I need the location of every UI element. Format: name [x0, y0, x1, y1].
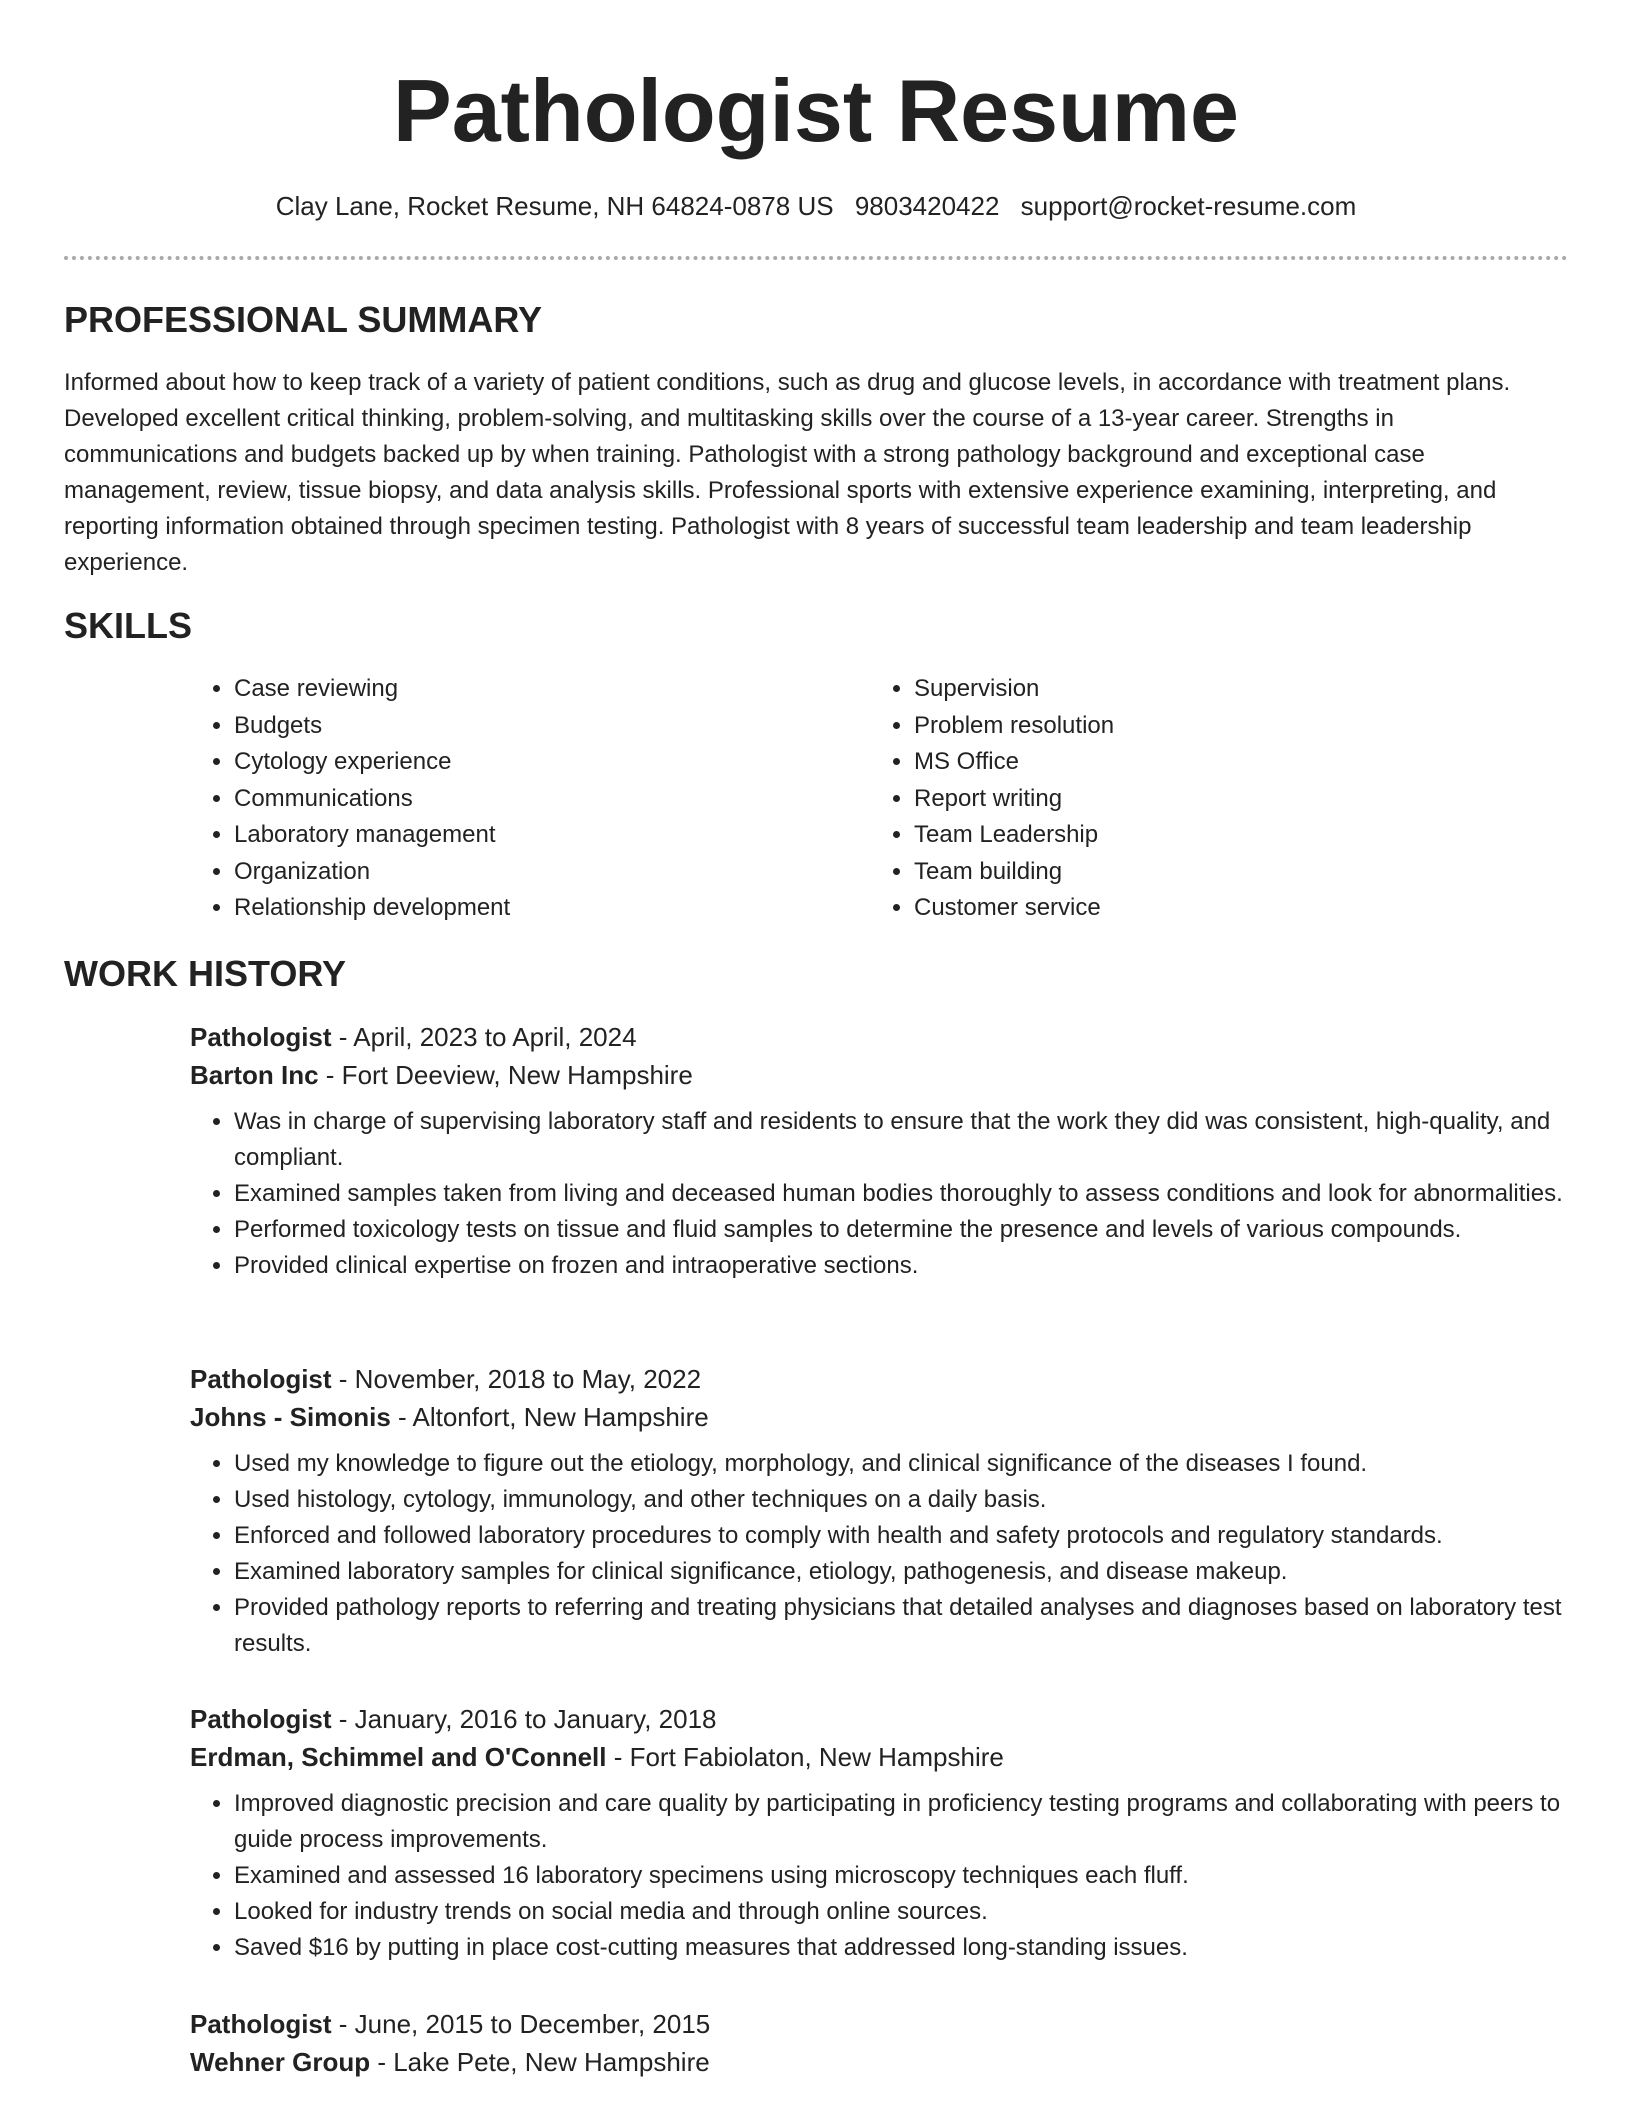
job-entry — [190, 1700, 1568, 1966]
job-company-line — [190, 1398, 1568, 1436]
job-company: Johns - Simonis — [190, 1402, 391, 1432]
job-bullet: • Used my knowledge to figure out the etiology, morphology, and clinical significance of the diseases I found. — [234, 1446, 1568, 1482]
contact-line — [64, 190, 1568, 224]
contact-phone: 9803420422 — [854, 190, 1000, 221]
job-bullet: • Improved diagnostic precision and care quality by participating in proficiency testing programs and collaborating with peers to guide process improvements. — [234, 1786, 1568, 1858]
job-location: - Fort Fabiolaton, New Hampshire — [606, 1742, 1004, 1772]
skills-columns — [190, 671, 1568, 927]
skill-item: • Customer service — [914, 890, 1550, 927]
skill-item: • Supervision — [914, 671, 1550, 708]
contact-email[interactable]: support@rocket-resume.com — [1020, 190, 1357, 221]
skill-item: • Problem resolution — [914, 708, 1550, 745]
job-bullet: • Used histology, cytology, immunology, and other techniques on a daily basis. — [234, 1482, 1568, 1518]
job-bullet: • Provided clinical expertise on frozen and intraoperative sections. — [234, 1248, 1568, 1284]
summary-heading: PROFESSIONAL SUMMARY — [64, 299, 543, 340]
skills-heading: SKILLS — [64, 605, 193, 646]
job-location: - Altonfort, New Hampshire — [390, 1402, 709, 1432]
job-bullet: • Enforced and followed laboratory procedures to comply with health and safety protocols and regulatory standards. — [234, 1518, 1568, 1554]
skill-item: • MS Office — [914, 744, 1550, 781]
job-company-line — [190, 2043, 1568, 2081]
contact-address: Clay Lane, Rocket Resume, NH 64824-0878 US — [275, 190, 834, 221]
skills-right-list — [870, 671, 1550, 927]
job-role-line — [190, 1018, 1568, 1056]
summary-text: Informed about how to keep track of a variety of patient conditions, such as drug and glucose levels, in accordance with treatment plans. Developed excellent critical thinking, problem-solving, and multitasking skills over the course of a 13-year career. Strengths in communications and budgets backed up by when training. Pathologist with a strong pathology background and exceptional case management, review, tissue biopsy, and data analysis skills. Professional sports with extensive experience examining, interpreting, and reporting information obtained through specimen testing. Pathologist with 8 years of successful team leadership and team leadership experience. — [64, 369, 1511, 577]
skill-item: • Team building — [914, 854, 1550, 891]
job-dates: - January, 2016 to January, 2018 — [331, 1704, 717, 1734]
job-role: Pathologist — [190, 1364, 332, 1394]
resume-page — [64, 0, 1568, 2077]
job-location: - Lake Pete, New Hampshire — [370, 2047, 710, 2077]
skill-item: • Team Leadership — [914, 817, 1550, 854]
skill-item: • Cytology experience — [234, 744, 870, 781]
resume-title: Pathologist Resume — [393, 61, 1239, 160]
job-bullet: • Saved $16 by putting in place cost-cutting measures that addressed long-standing issues. — [234, 1930, 1568, 1966]
skill-item: • Communications — [234, 781, 870, 818]
job-dates: - November, 2018 to May, 2022 — [331, 1364, 702, 1394]
job-dates: - June, 2015 to December, 2015 — [331, 2009, 711, 2039]
job-company-line — [190, 1738, 1568, 1776]
job-bullets — [190, 1786, 1568, 1966]
job-role-line — [190, 2005, 1568, 2043]
work-heading: WORK HISTORY — [64, 953, 347, 994]
job-role: Pathologist — [190, 2009, 332, 2039]
job-role: Pathologist — [190, 1704, 332, 1734]
job-bullet: • Examined laboratory samples for clinical significance, etiology, pathogenesis, and disease makeup. — [234, 1554, 1568, 1590]
job-role: Pathologist — [190, 1022, 332, 1052]
job-dates: - April, 2023 to April, 2024 — [331, 1022, 637, 1052]
job-bullet: • Examined samples taken from living and deceased human bodies thoroughly to assess conditions and look for abnormalities. — [234, 1176, 1568, 1212]
job-entry — [190, 2005, 1568, 2081]
job-bullets — [190, 1104, 1568, 1284]
job-company: Wehner Group — [190, 2047, 371, 2077]
job-bullet: • Was in charge of supervising laboratory staff and residents to ensure that the work they did was consistent, high-quality, and compliant. — [234, 1104, 1568, 1176]
job-company: Erdman, Schimmel and O'Connell — [190, 1742, 607, 1772]
job-role-line — [190, 1700, 1568, 1738]
skill-item: • Laboratory management — [234, 817, 870, 854]
skill-item: • Case reviewing — [234, 671, 870, 708]
job-company-line — [190, 1056, 1568, 1094]
job-bullet: • Looked for industry trends on social media and through online sources. — [234, 1894, 1568, 1930]
skill-item: • Report writing — [914, 781, 1550, 818]
job-entry — [190, 1018, 1568, 1284]
job-entry — [190, 1360, 1568, 1662]
summary-section — [64, 298, 1568, 581]
work-section — [64, 952, 1568, 995]
skill-item: • Organization — [234, 854, 870, 891]
job-bullet: • Provided pathology reports to referring and treating physicians that detailed analyses and diagnoses based on laboratory test results. — [234, 1590, 1568, 1662]
job-location: - Fort Deeview, New Hampshire — [318, 1060, 693, 1090]
job-company: Barton Inc — [190, 1060, 319, 1090]
skill-item: • Budgets — [234, 708, 870, 745]
job-bullet: • Performed toxicology tests on tissue and fluid samples to determine the presence and levels of various compounds. — [234, 1212, 1568, 1248]
job-role-line — [190, 1360, 1568, 1398]
skills-left-list — [190, 671, 870, 927]
skill-item: • Relationship development — [234, 890, 870, 927]
job-bullets — [190, 1446, 1568, 1662]
job-bullet: • Examined and assessed 16 laboratory specimens using microscopy techniques each fluff. — [234, 1858, 1568, 1894]
skills-section — [64, 604, 1568, 927]
header-divider — [64, 256, 1568, 260]
